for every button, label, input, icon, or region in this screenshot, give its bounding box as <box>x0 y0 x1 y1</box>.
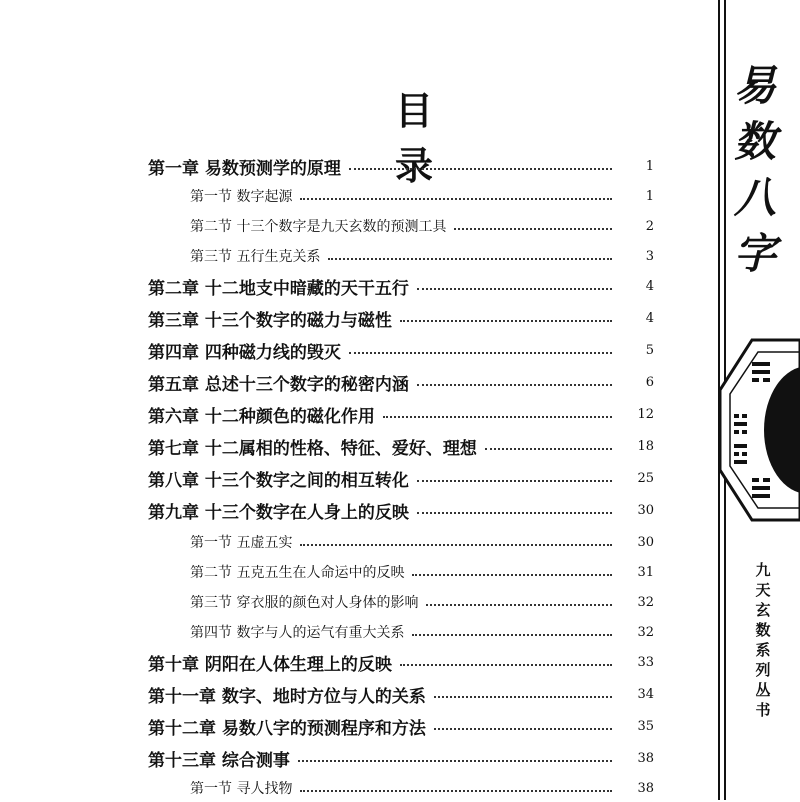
series-name-char: 丛 <box>755 681 771 699</box>
toc-leader-dots <box>400 319 612 322</box>
toc-entry-title: 第三节 五行生克关系 <box>190 249 321 265</box>
toc-page-number: 38 <box>637 750 654 766</box>
toc-leader-dots <box>434 727 612 730</box>
toc-entry-title: 第一节 寻人找物 <box>190 781 293 797</box>
toc-section-entry <box>190 618 654 646</box>
toc-entry-title: 第四节 数字与人的运气有重大关系 <box>190 625 405 641</box>
toc-entry-title: 第九章 十三个数字在人身上的反映 <box>148 502 409 523</box>
toc-leader-dots <box>383 415 612 418</box>
series-name-char: 玄 <box>755 601 771 619</box>
toc-page-number: 30 <box>637 534 654 550</box>
series-name-char: 系 <box>755 641 771 659</box>
toc-entry-title: 第一章 易数预测学的原理 <box>148 158 341 179</box>
toc-chapter-entry <box>148 272 654 300</box>
toc-entry-title: 第十三章 综合测事 <box>148 750 290 771</box>
series-name-char: 书 <box>755 701 771 719</box>
toc-page-number: 4 <box>645 278 654 294</box>
toc-page-number: 6 <box>645 374 654 390</box>
toc-chapter-entry <box>148 680 654 708</box>
toc-entry-title: 第十章 阴阳在人体生理上的反映 <box>148 654 392 675</box>
toc-leader-dots <box>349 351 612 354</box>
book-title-char: 易 <box>733 61 776 110</box>
toc-section-entry <box>190 588 654 616</box>
toc-section-entry <box>190 774 654 802</box>
toc-leader-dots <box>417 479 612 482</box>
toc-page-number: 31 <box>637 564 654 580</box>
toc-leader-dots <box>300 789 612 792</box>
toc-section-entry <box>190 242 654 270</box>
toc-chapter-entry <box>148 648 654 676</box>
book-title-char: 字 <box>733 229 776 278</box>
toc-leader-dots <box>417 511 612 514</box>
toc-entry-title: 第七章 十二属相的性格、特征、爱好、理想 <box>148 438 477 459</box>
toc-entry-title: 第二节 十三个数字是九天玄数的预测工具 <box>190 219 447 235</box>
toc-leader-dots <box>300 197 612 200</box>
series-name-char: 数 <box>755 621 771 639</box>
toc-entry-title: 第一节 五虚五实 <box>190 535 293 551</box>
toc-page-number: 3 <box>645 248 654 264</box>
page-title: 目 录 <box>394 89 445 188</box>
toc-chapter-entry <box>148 432 654 460</box>
toc-leader-dots <box>300 543 612 546</box>
toc-leader-dots <box>434 695 612 698</box>
toc-leader-dots <box>298 759 612 762</box>
toc-page-number: 34 <box>637 686 654 702</box>
toc-entry-title: 第十一章 数字、地时方位与人的关系 <box>148 686 426 707</box>
toc-entry-title: 第八章 十三个数字之间的相互转化 <box>148 470 409 491</box>
series-name-char: 列 <box>755 661 771 679</box>
toc-chapter-entry <box>148 744 654 772</box>
toc-page-number: 32 <box>637 594 654 610</box>
series-name-char: 九 <box>755 561 771 579</box>
toc-chapter-entry <box>148 496 654 524</box>
toc-leader-dots <box>412 573 612 576</box>
toc-page-number: 5 <box>645 342 654 358</box>
toc-page-number: 38 <box>637 780 654 796</box>
toc-chapter-entry <box>148 712 654 740</box>
toc-section-entry <box>190 558 654 586</box>
toc-page-number: 18 <box>637 438 654 454</box>
toc-section-entry <box>190 528 654 556</box>
toc-section-entry <box>190 182 654 210</box>
toc-entry-title: 第二章 十二地支中暗藏的天干五行 <box>148 278 409 299</box>
toc-page-number: 35 <box>637 718 654 734</box>
toc-page-number: 2 <box>645 218 654 234</box>
toc-leader-dots <box>426 603 612 606</box>
toc-entry-title: 第二节 五克五生在人命运中的反映 <box>190 565 405 581</box>
toc-entry-title: 第三节 穿衣服的颜色对人身体的影响 <box>190 595 419 611</box>
toc-page-number: 30 <box>637 502 654 518</box>
toc-leader-dots <box>349 167 612 170</box>
book-title-char: 数 <box>733 117 776 166</box>
toc-chapter-entry <box>148 368 654 396</box>
toc-entry-title: 第四章 四种磁力线的毁灭 <box>148 342 341 363</box>
toc-entry-title: 第一节 数字起源 <box>190 189 293 205</box>
toc-entry-title: 第十二章 易数八字的预测程序和方法 <box>148 718 426 739</box>
book-title-char: 八 <box>733 173 776 222</box>
series-name <box>752 560 774 720</box>
toc-page-number: 12 <box>637 406 654 422</box>
toc-chapter-entry <box>148 400 654 428</box>
toc-leader-dots <box>454 227 612 230</box>
toc-page-number: 4 <box>645 310 654 326</box>
toc-leader-dots <box>417 383 612 386</box>
toc-leader-dots <box>400 663 612 666</box>
toc-section-entry <box>190 212 654 240</box>
toc-leader-dots <box>485 447 612 450</box>
toc-page-number: 1 <box>645 158 654 174</box>
toc-page-number: 33 <box>637 654 654 670</box>
toc-leader-dots <box>417 287 612 290</box>
toc-chapter-entry <box>148 152 654 180</box>
toc-entry-title: 第六章 十二种颜色的磁化作用 <box>148 406 375 427</box>
toc-leader-dots <box>328 257 612 260</box>
toc-entry-title: 第三章 十三个数字的磁力与磁性 <box>148 310 392 331</box>
toc-chapter-entry <box>148 336 654 364</box>
bagua-trigram-icon <box>712 330 800 530</box>
toc-page-number: 32 <box>637 624 654 640</box>
series-name-char: 天 <box>755 581 771 599</box>
toc-chapter-entry <box>148 464 654 492</box>
toc-chapter-entry <box>148 304 654 332</box>
toc-leader-dots <box>412 633 612 636</box>
toc-entry-title: 第五章 总述十三个数字的秘密内涵 <box>148 374 409 395</box>
book-title <box>728 58 782 282</box>
toc-page-number: 1 <box>645 188 654 204</box>
toc-page-number: 25 <box>637 470 654 486</box>
